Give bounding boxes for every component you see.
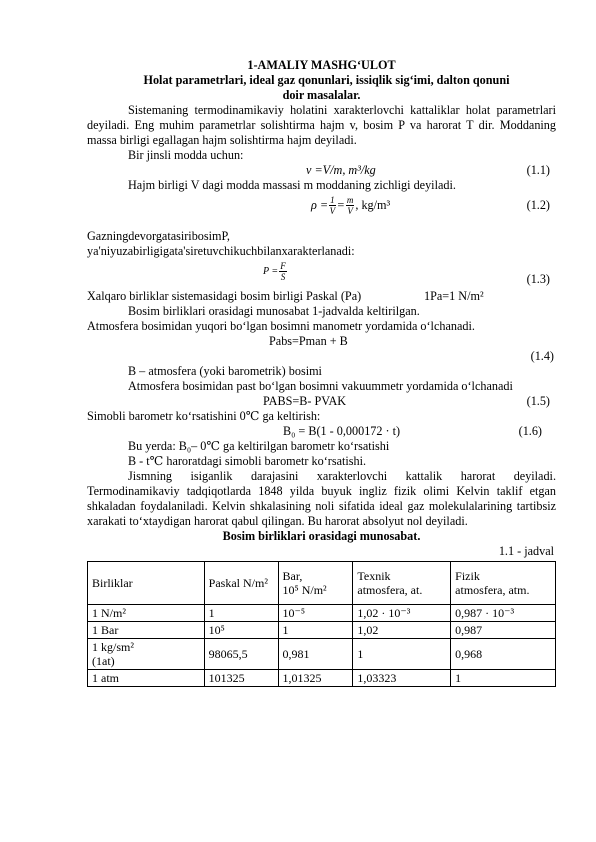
paragraph-pascal-text: Xalqaro birliklar sistemasidagi bosim birligi Paskal (Pa) bbox=[87, 289, 362, 303]
paragraph-b-definition: B - t℃ haroratdagi simobli barometr ko‘rsatishi. bbox=[128, 454, 367, 468]
equation-1-4-number: (1.4) bbox=[530, 349, 554, 363]
table-cell: 1,02 bbox=[353, 622, 451, 639]
table-title: Bosim birliklari orasidagi munosabat. bbox=[222, 529, 421, 543]
equation-1-2-fraction-2 bbox=[346, 195, 355, 216]
table-row bbox=[88, 639, 556, 670]
paragraph-density: Hajm birligi V dagi modda massasi m moddaning zichligi deyiladi. bbox=[128, 178, 456, 192]
table-row bbox=[88, 622, 556, 639]
table-header-cell: Paskal N/m² bbox=[204, 562, 278, 605]
paragraph-parameters: Sistemaning termodinamikaviy holatini xarakterlovchi kattaliklar holat parametrlari deyiladi. Eng muhim parametrlar solishtirma hajm v, bosim P va harorat T dir. Moddaning massa birligi egallagan hajm solishtirma hajm deyiladi. bbox=[87, 103, 556, 147]
paragraph-table-ref: Bosim birliklari orasidagi munosabat 1-jadvalda keltirilgan. bbox=[128, 304, 420, 318]
fraction-1-numerator: 1 bbox=[330, 194, 335, 205]
equation-1-1 bbox=[87, 163, 556, 178]
equation-1-2-lhs: ρ = bbox=[311, 197, 329, 212]
pressure-units-table bbox=[87, 561, 556, 687]
table-header-cell: Fizik atmosfera, atm. bbox=[451, 562, 556, 605]
equation-1-3-fraction bbox=[279, 261, 287, 282]
equation-1-3-number: (1.3) bbox=[526, 272, 550, 286]
table-row bbox=[88, 605, 556, 622]
equation-1-4-text: Pabs=Pman + B bbox=[269, 334, 348, 348]
fraction-2-numerator: m bbox=[346, 194, 354, 205]
table-cell: 98065,5 bbox=[204, 639, 278, 670]
equation-1-4-number-row bbox=[87, 349, 556, 364]
table-cell: 1 Bar bbox=[88, 622, 205, 639]
document-page bbox=[87, 58, 556, 687]
fraction-3-denominator: S bbox=[280, 271, 286, 282]
equation-1-6-number: (1.6) bbox=[518, 424, 542, 438]
table-cell: 1 bbox=[451, 670, 556, 687]
table-cell: 10⁵ bbox=[204, 622, 278, 639]
table-cell: 0,981 bbox=[278, 639, 353, 670]
equation-1-2-fraction-1 bbox=[329, 195, 336, 216]
table-cell: 1 bbox=[278, 622, 353, 639]
equation-1-3-lhs: P = bbox=[263, 265, 279, 277]
table-cell: 0,968 bbox=[451, 639, 556, 670]
doc-subtitle-line1: Holat parametrlari, ideal gaz qonunlari, issiqlik sig‘imi, dalton qonuni bbox=[143, 73, 510, 87]
table-row bbox=[88, 670, 556, 687]
paragraph-homogeneous: Bir jinsli modda uchun: bbox=[128, 148, 244, 162]
table-cell: 10⁻⁵ bbox=[278, 605, 353, 622]
table-cell: 0,987 · 10⁻³ bbox=[451, 605, 556, 622]
equation-1-5-text: PABS=B- PVAK bbox=[263, 394, 347, 408]
equation-1-2-equals: = bbox=[336, 197, 345, 212]
table-cell: 1 atm bbox=[88, 670, 205, 687]
paragraph-barometric: B – atmosfera (yoki barometrik) bosimi bbox=[128, 364, 322, 378]
equation-1-3 bbox=[87, 259, 556, 289]
fraction-2-denominator: V bbox=[347, 205, 353, 216]
equation-1-5 bbox=[87, 394, 556, 409]
equation-1-2-unit: , kg/m³ bbox=[355, 197, 391, 212]
table-cell: 1,03323 bbox=[353, 670, 451, 687]
table-cell: 1 bbox=[204, 605, 278, 622]
table-cell: 1 bbox=[353, 639, 451, 670]
paragraph-temperature: Jismning isiganlik darajasini xarakterlovchi kattalik harorat deyiladi. Termodinamikaviy tadqiqotlarda 1848 yilda buyuk ingliz fizik olimi Kelvin taklif etgan shkaladan foydalaniladi. Kelvin shkalasining noli sifatida ideal gaz molekulalarining tartibsiz xarakati to‘xtaydigan harorat qabul qilingan. Bu harorat absolyut nol deyiladi. bbox=[87, 469, 556, 528]
table-cell: 1 kg/sm² (1at) bbox=[88, 639, 205, 670]
paragraph-pressure-line2: ya'niyuzabirligigata'siretuvchikuchbilanxarakterlanadi: bbox=[87, 244, 355, 258]
doc-subtitle-line2: doir masalalar. bbox=[282, 88, 361, 102]
paragraph-manometer: Atmosfera bosimidan yuqori bo‘lgan bosimni manometr yordamida o‘lchanadi. bbox=[87, 319, 475, 333]
paragraph-mercury-barometer: Simobli barometr ko‘rsatishini 0℃ ga keltirish: bbox=[87, 409, 321, 423]
table-header-cell: Birliklar bbox=[88, 562, 205, 605]
fraction-1-denominator: V bbox=[329, 205, 336, 216]
table-cell: 1 N/m² bbox=[88, 605, 205, 622]
table-caption: 1.1 - jadval bbox=[498, 544, 554, 558]
equation-1-1-number: (1.1) bbox=[526, 163, 550, 177]
fraction-3-numerator: F bbox=[280, 260, 286, 271]
paragraph-vacuummeter: Atmosfera bosimidan past bo‘lgan bosimni vakuummetr yordamida o‘lchanadi bbox=[128, 379, 513, 393]
equation-1-5-number: (1.5) bbox=[526, 394, 550, 408]
paragraph-pressure-line1: GazningdevorgatasiribosimP, bbox=[87, 229, 230, 243]
equation-1-6-text: B₀ = B(1 - 0,000172 · t) bbox=[283, 424, 401, 438]
table-header-row bbox=[88, 562, 556, 605]
table-cell: 1,01325 bbox=[278, 670, 353, 687]
equation-1-1-text: v =V/m, m³/kg bbox=[306, 163, 376, 177]
paragraph-pascal bbox=[87, 289, 556, 304]
equation-1-2 bbox=[87, 193, 556, 217]
table-header-cell: Texnik atmosfera, at. bbox=[353, 562, 451, 605]
pascal-definition: 1Pa=1 N/m² bbox=[424, 289, 484, 303]
equation-1-6 bbox=[87, 424, 556, 439]
equation-1-2-number: (1.2) bbox=[526, 198, 550, 212]
table-cell: 0,987 bbox=[451, 622, 556, 639]
table-header-cell: Bar, 10⁵ N/m² bbox=[278, 562, 353, 605]
table-cell: 101325 bbox=[204, 670, 278, 687]
doc-title: 1-AMALIY MASHG‘ULOT bbox=[247, 58, 396, 72]
table-cell: 1,02 · 10⁻³ bbox=[353, 605, 451, 622]
paragraph-b0-definition: Bu yerda: B₀– 0℃ ga keltirilgan barometr ko‘rsatishi bbox=[128, 439, 390, 453]
equation-1-4 bbox=[87, 334, 556, 349]
